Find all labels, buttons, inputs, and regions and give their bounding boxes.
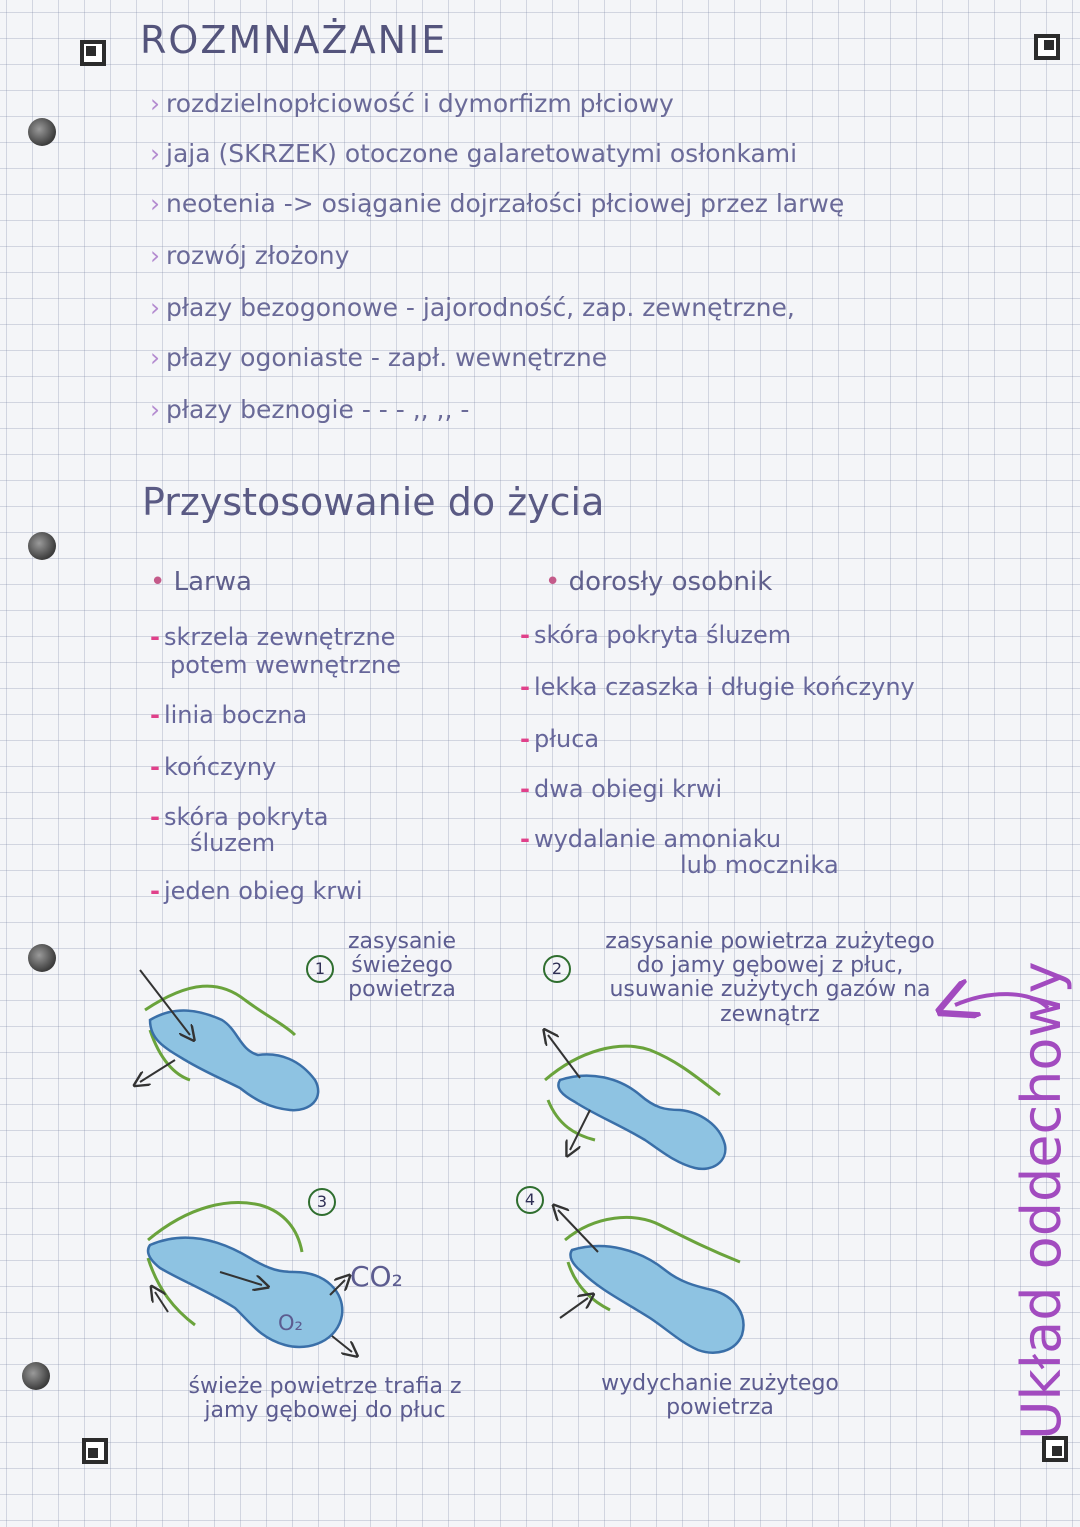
adult-item: - wydalanie amoniaku bbox=[520, 825, 782, 853]
co2-label: CO₂ bbox=[350, 1260, 403, 1293]
adult-item: - płuca bbox=[520, 725, 600, 753]
larva-item: śluzem bbox=[190, 829, 276, 857]
step-caption: zasysanie świeżego powietrza bbox=[347, 929, 457, 1003]
section-heading: Przystosowanie do życia bbox=[142, 480, 605, 524]
step-caption: zasysanie powietrza zużytego do jamy gębowej z płuc, usuwanie zużytych gazów na zewnątrz bbox=[605, 929, 935, 1027]
side-label: Układ oddechowy bbox=[1010, 961, 1073, 1440]
larva-heading: • Larwa bbox=[150, 567, 252, 597]
larva-item: - skóra pokryta bbox=[150, 803, 329, 831]
larva-item: potem wewnętrzne bbox=[170, 651, 401, 679]
adult-item: - lekka czaszka i długie kończyny bbox=[520, 673, 915, 701]
adult-item: - skóra pokryta śluzem bbox=[520, 621, 792, 649]
step-number: 4 bbox=[516, 1186, 544, 1214]
larva-item: - jeden obieg krwi bbox=[150, 877, 363, 905]
page-title: ROZMNAŻANIE bbox=[140, 18, 448, 62]
step-caption: świeże powietrze trafia z jamy gębowej do płuc bbox=[188, 1374, 462, 1424]
step-number: 3 bbox=[308, 1188, 336, 1216]
step-2-drawing bbox=[545, 1035, 725, 1169]
step-number: 2 bbox=[543, 955, 571, 983]
larva-item: - skrzela zewnętrzne bbox=[150, 623, 396, 651]
reproduction-point: › płazy bezogonowe - jajorodność, zap. zewnętrzne, bbox=[150, 293, 795, 322]
reproduction-point: › płazy beznogie - - - ,, ,, - bbox=[150, 395, 470, 424]
reproduction-point: › jaja (SKRZEK) otoczone galaretowatymi osłonkami bbox=[150, 139, 798, 168]
adult-heading: • dorosły osobnik bbox=[545, 567, 773, 597]
step-number: 1 bbox=[306, 955, 334, 983]
reproduction-point: › rozwój złożony bbox=[150, 241, 350, 270]
step-4-drawing bbox=[558, 1210, 743, 1353]
larva-item: - linia boczna bbox=[150, 701, 308, 729]
reproduction-point: › płazy ogoniaste - zapł. wewnętrzne bbox=[150, 343, 608, 372]
reproduction-point: › neotenia -> osiąganie dojrzałości płciowej przez larwę bbox=[150, 189, 845, 218]
adult-item: lub mocznika bbox=[680, 851, 839, 879]
o2-label: O₂ bbox=[278, 1311, 303, 1335]
reproduction-point: › rozdzielnopłciowość i dymorfizm płciowy bbox=[150, 89, 674, 118]
larva-item: - kończyny bbox=[150, 753, 277, 781]
step-caption: wydychanie zużytego powietrza bbox=[601, 1371, 839, 1421]
adult-item: - dwa obiegi krwi bbox=[520, 775, 723, 803]
step-3-drawing bbox=[148, 1203, 352, 1352]
step-1-drawing bbox=[140, 970, 318, 1110]
